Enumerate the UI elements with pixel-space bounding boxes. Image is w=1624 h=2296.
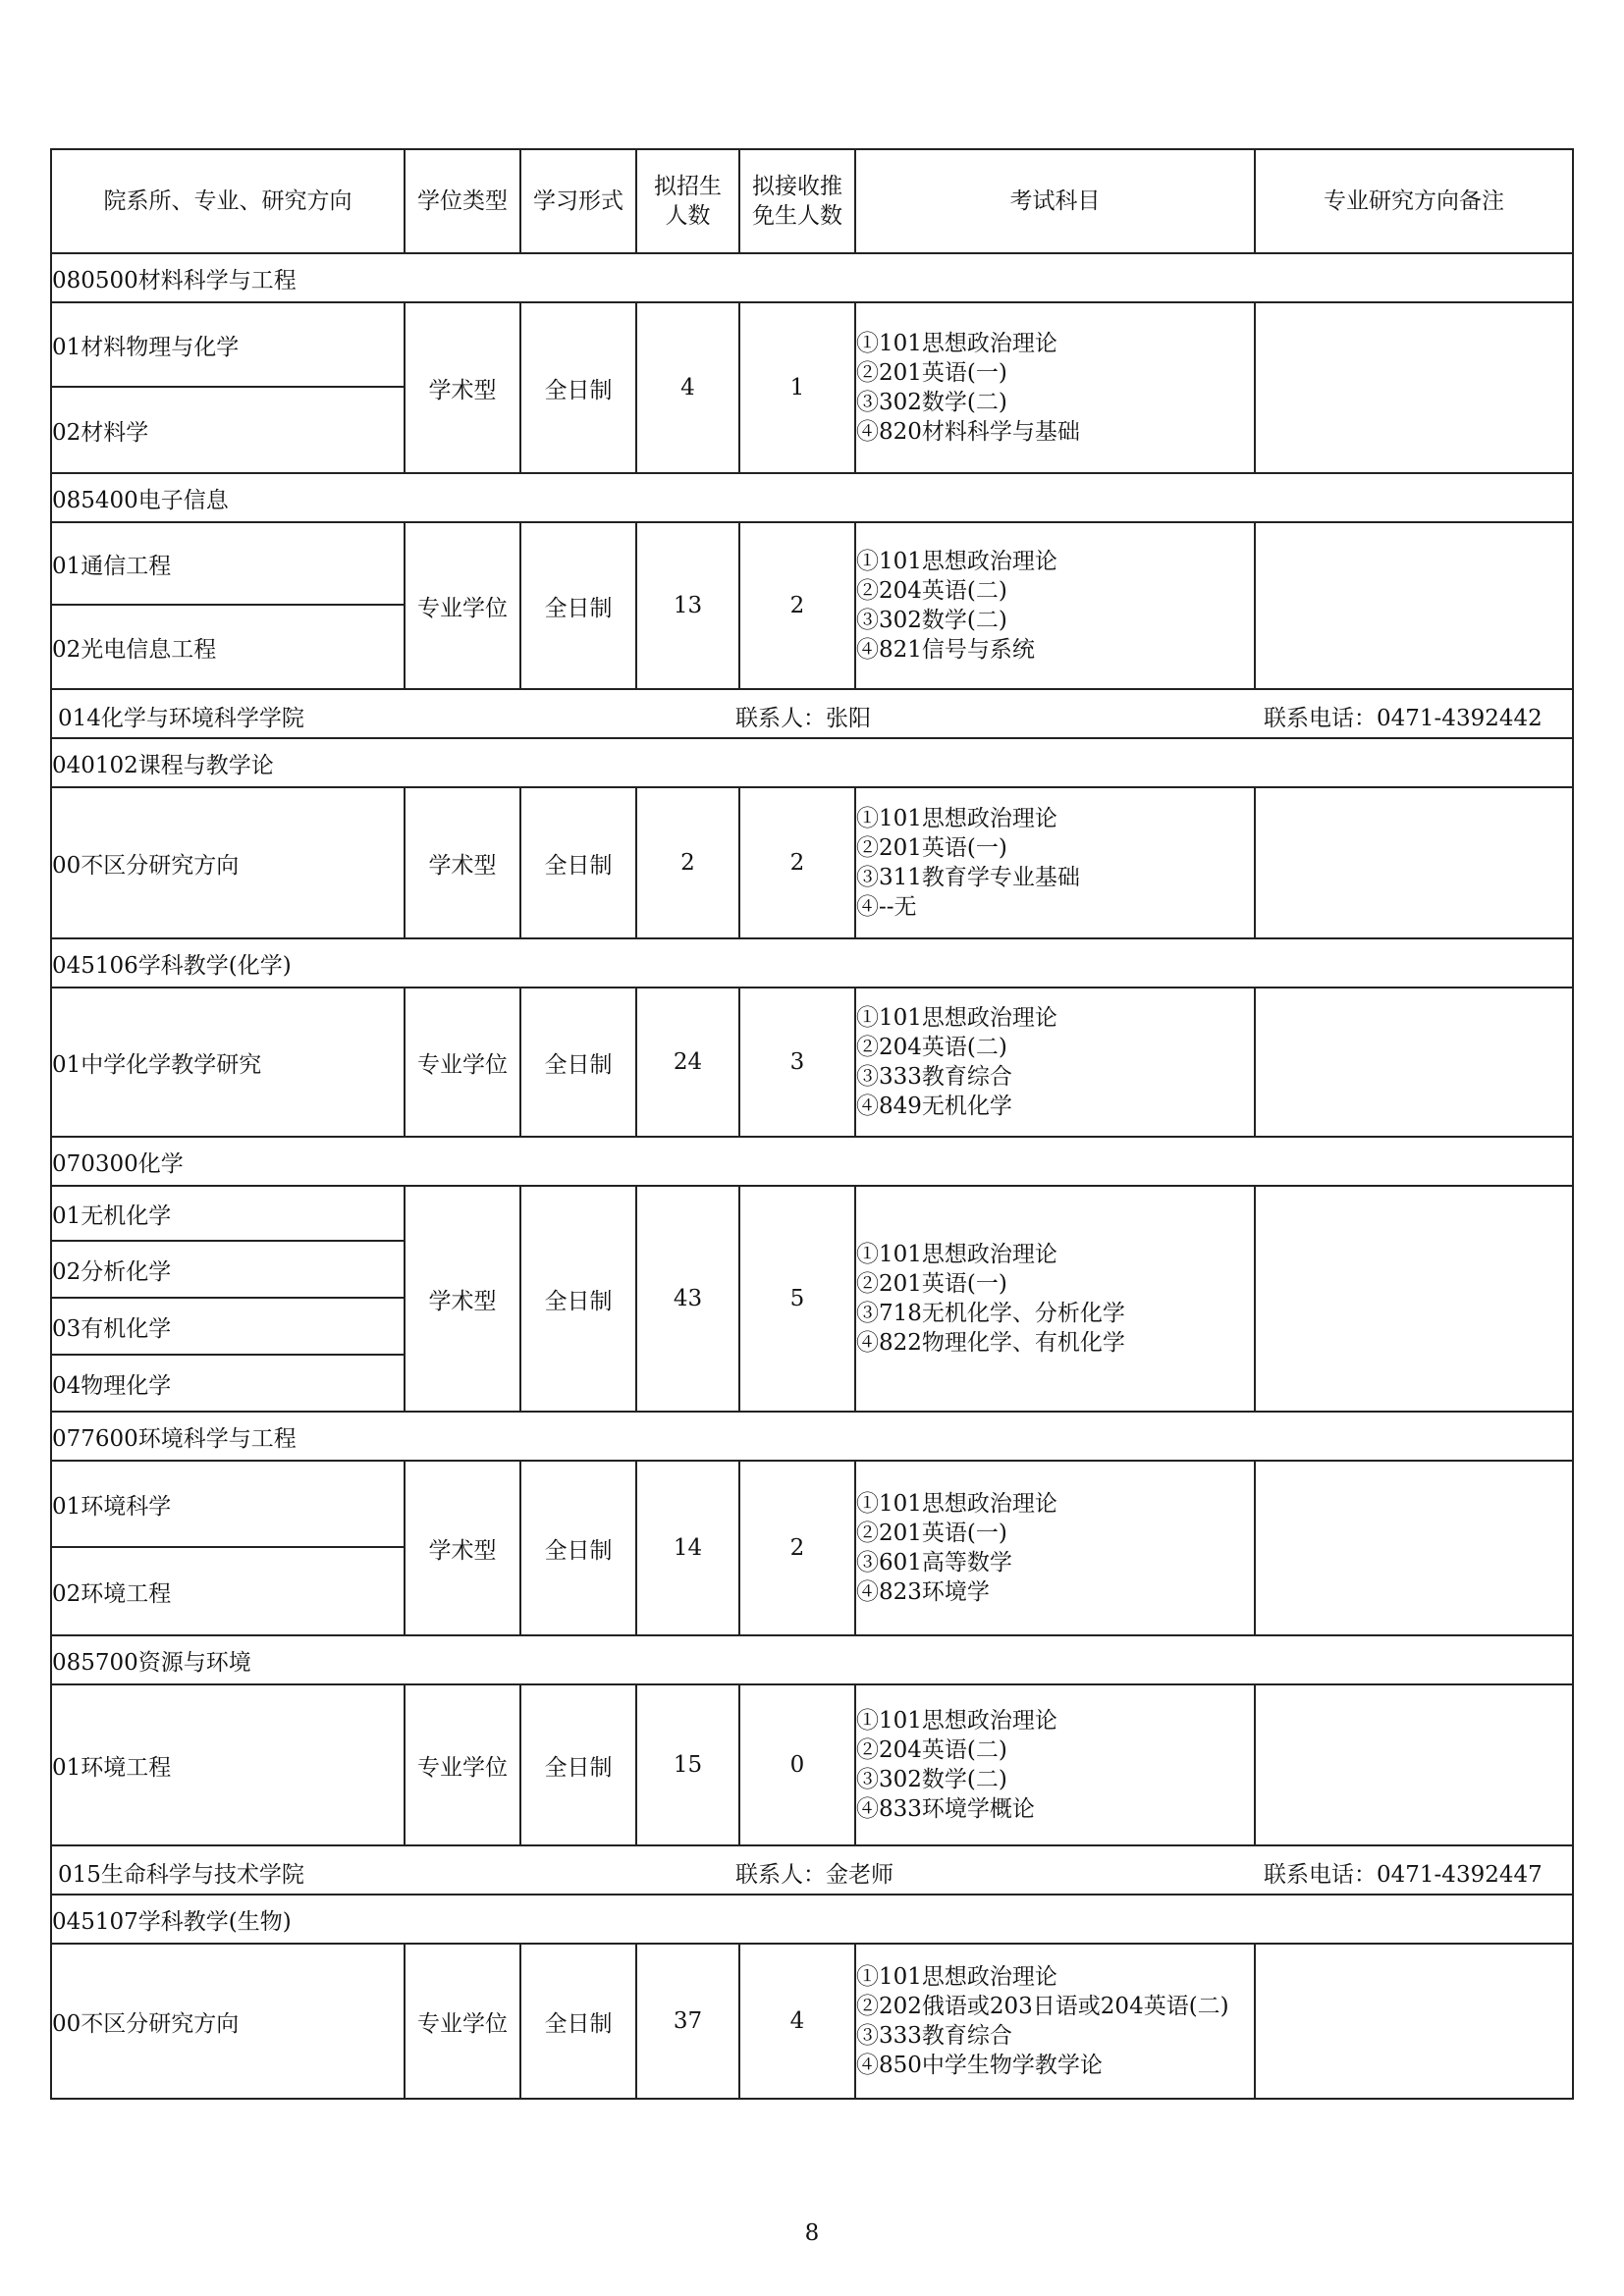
exam-subject-line: ④849无机化学 <box>856 1094 1012 1119</box>
study-form-cell: 全日制 <box>520 787 636 938</box>
page-number: 8 <box>804 2220 820 2246</box>
department-contact: 联系人：金老师 <box>735 1862 893 1888</box>
exam-subject-line: ④820材料科学与基础 <box>856 419 1080 445</box>
exam-subject-line: ②201英语(一) <box>856 835 1007 861</box>
exam-subjects-cell <box>855 988 1255 1137</box>
department-cell <box>51 689 1573 738</box>
remarks-cell <box>1255 1186 1573 1412</box>
table-body-a <box>51 253 1573 689</box>
direction-row <box>51 988 1573 1137</box>
direction-row <box>51 302 1573 387</box>
table-body-c <box>51 1845 1573 2099</box>
direction-name: 01材料物理与化学 <box>51 302 405 387</box>
header-enroll-line1: 拟招生 <box>654 174 722 199</box>
section-row <box>51 1635 1573 1684</box>
degree-type-cell: 专业学位 <box>405 1684 520 1845</box>
degree-type-cell: 学术型 <box>405 1186 520 1412</box>
direction-name: 04物理化学 <box>51 1355 405 1412</box>
direction-name: 02光电信息工程 <box>51 605 405 689</box>
enroll-count-cell: 2 <box>636 787 739 938</box>
degree-type-cell: 学术型 <box>405 1461 520 1635</box>
department-row <box>51 1845 1573 1895</box>
exam-subject-line: ④823环境学 <box>856 1579 990 1605</box>
degree-type-cell: 专业学位 <box>405 988 520 1137</box>
section-title: 045106学科教学(化学) <box>51 938 1573 988</box>
exam-subject-line: ②204英语(二) <box>856 1737 1007 1763</box>
degree-type-cell: 专业学位 <box>405 1944 520 2099</box>
study-form-cell: 全日制 <box>520 522 636 689</box>
remarks-cell <box>1255 787 1573 938</box>
exempt-count-cell: 0 <box>739 1684 855 1845</box>
exam-subject-line: ②201英语(一) <box>856 1271 1007 1297</box>
header-row <box>51 149 1573 253</box>
remarks-cell <box>1255 302 1573 473</box>
direction-name: 03有机化学 <box>51 1298 405 1355</box>
remarks-cell <box>1255 1684 1573 1845</box>
section-row <box>51 1895 1573 1944</box>
enroll-count-cell: 14 <box>636 1461 739 1635</box>
exam-subject-line: ①101思想政治理论 <box>856 331 1057 356</box>
exam-subject-line: ①101思想政治理论 <box>856 1708 1057 1734</box>
exam-subject-line: ③601高等数学 <box>856 1550 1012 1575</box>
study-form-cell: 全日制 <box>520 302 636 473</box>
exam-subject-line: ④822物理化学、有机化学 <box>856 1330 1125 1356</box>
exempt-count-cell: 2 <box>739 522 855 689</box>
exam-subject-line: ②202俄语或203日语或204英语(二) <box>856 1994 1229 2019</box>
section-row <box>51 473 1573 522</box>
remarks-cell <box>1255 522 1573 689</box>
exempt-count-cell: 1 <box>739 302 855 473</box>
enroll-count-cell: 15 <box>636 1684 739 1845</box>
section-row <box>51 1137 1573 1186</box>
exam-subject-line: ①101思想政治理论 <box>856 1491 1057 1517</box>
exam-subject-line: ②204英语(二) <box>856 578 1007 604</box>
exam-subject-line: ①101思想政治理论 <box>856 1005 1057 1031</box>
remarks-cell <box>1255 1944 1573 2099</box>
direction-row <box>51 1944 1573 2099</box>
enroll-count-cell: 43 <box>636 1186 739 1412</box>
degree-type-cell: 专业学位 <box>405 522 520 689</box>
header-exempt-line1: 拟接收推 <box>752 174 842 199</box>
direction-name: 01环境工程 <box>51 1684 405 1845</box>
exam-subjects-cell <box>855 787 1255 938</box>
remarks-cell <box>1255 988 1573 1137</box>
exam-subject-line: ②201英语(一) <box>856 360 1007 386</box>
section-title: 085400电子信息 <box>51 473 1573 522</box>
direction-row <box>51 1684 1573 1845</box>
exam-subject-line: ③302数学(二) <box>856 390 1007 415</box>
exam-subject-line: ③333教育综合 <box>856 2023 1012 2049</box>
study-form-cell: 全日制 <box>520 1461 636 1635</box>
header-study-form: 学习形式 <box>520 149 636 253</box>
enroll-count-cell: 4 <box>636 302 739 473</box>
exam-subjects-cell <box>855 1684 1255 1845</box>
header-degree-type: 学位类型 <box>405 149 520 253</box>
direction-name: 02分析化学 <box>51 1241 405 1298</box>
header-subjects: 考试科目 <box>855 149 1255 253</box>
exam-subject-line: ②201英语(一) <box>856 1521 1007 1546</box>
direction-name: 01中学化学教学研究 <box>51 988 405 1137</box>
direction-row <box>51 787 1573 938</box>
department-name: 014化学与环境科学学院 <box>58 706 304 731</box>
department-phone: 联系电话：0471-4392447 <box>1264 1862 1543 1888</box>
exam-subjects-cell <box>855 302 1255 473</box>
department-phone: 联系电话：0471-4392442 <box>1264 706 1543 731</box>
department-line <box>58 1846 1572 1894</box>
section-row <box>51 738 1573 787</box>
exempt-count-cell: 2 <box>739 787 855 938</box>
department-contact: 联系人：张阳 <box>735 706 871 731</box>
direction-name: 00不区分研究方向 <box>51 787 405 938</box>
section-row <box>51 1412 1573 1461</box>
direction-name: 02环境工程 <box>51 1547 405 1635</box>
section-title: 045107学科教学(生物) <box>51 1895 1573 1944</box>
exempt-count-cell: 5 <box>739 1186 855 1412</box>
exam-subject-line: ③302数学(二) <box>856 1767 1007 1792</box>
exempt-count-cell: 4 <box>739 1944 855 2099</box>
exam-subjects-cell <box>855 1461 1255 1635</box>
department-name: 015生命科学与技术学院 <box>58 1862 304 1888</box>
degree-type-cell: 学术型 <box>405 302 520 473</box>
exam-subject-line: ③311教育学专业基础 <box>856 865 1080 890</box>
header-exempt <box>739 149 855 253</box>
direction-name: 02材料学 <box>51 387 405 473</box>
header-dept: 院系所、专业、研究方向 <box>51 149 405 253</box>
exam-subject-line: ③718无机化学、分析化学 <box>856 1301 1125 1326</box>
exam-subjects-cell <box>855 1944 1255 2099</box>
exam-subject-line: ②204英语(二) <box>856 1035 1007 1060</box>
direction-row <box>51 1186 1573 1241</box>
exam-subject-line: ①101思想政治理论 <box>856 1242 1057 1267</box>
exam-subject-line: ④833环境学概论 <box>856 1796 1035 1822</box>
exempt-count-cell: 3 <box>739 988 855 1137</box>
section-title: 040102课程与教学论 <box>51 738 1573 787</box>
direction-name: 01通信工程 <box>51 522 405 605</box>
exam-subject-line: ④850中学生物学教学论 <box>856 2053 1103 2078</box>
study-form-cell: 全日制 <box>520 1684 636 1845</box>
section-title: 070300化学 <box>51 1137 1573 1186</box>
study-form-cell: 全日制 <box>520 988 636 1137</box>
table-body-b <box>51 689 1573 1845</box>
exam-subject-line: ④--无 <box>856 894 917 920</box>
catalog-table <box>50 148 1574 2100</box>
exam-subject-line: ③333教育综合 <box>856 1064 1012 1090</box>
section-row <box>51 938 1573 988</box>
exam-subject-line: ④821信号与系统 <box>856 637 1035 663</box>
department-row <box>51 689 1573 738</box>
section-title: 080500材料科学与工程 <box>51 253 1573 302</box>
exam-subject-line: ①101思想政治理论 <box>856 549 1057 574</box>
degree-type-cell: 学术型 <box>405 787 520 938</box>
section-row <box>51 253 1573 302</box>
remarks-cell <box>1255 1461 1573 1635</box>
enroll-count-cell: 13 <box>636 522 739 689</box>
study-form-cell: 全日制 <box>520 1186 636 1412</box>
department-cell <box>51 1845 1573 1895</box>
direction-name: 01无机化学 <box>51 1186 405 1241</box>
section-title: 077600环境科学与工程 <box>51 1412 1573 1461</box>
department-line <box>58 690 1572 737</box>
header-enroll <box>636 149 739 253</box>
direction-row <box>51 522 1573 605</box>
section-title: 085700资源与环境 <box>51 1635 1573 1684</box>
header-remarks: 专业研究方向备注 <box>1255 149 1573 253</box>
exempt-count-cell: 2 <box>739 1461 855 1635</box>
exam-subject-line: ①101思想政治理论 <box>856 1964 1057 1990</box>
direction-name: 01环境科学 <box>51 1461 405 1547</box>
direction-row <box>51 1461 1573 1547</box>
study-form-cell: 全日制 <box>520 1944 636 2099</box>
enroll-count-cell: 24 <box>636 988 739 1137</box>
enroll-count-cell: 37 <box>636 1944 739 2099</box>
header-enroll-line2: 人数 <box>665 203 711 229</box>
exam-subject-line: ③302数学(二) <box>856 608 1007 633</box>
exam-subject-line: ①101思想政治理论 <box>856 806 1057 831</box>
direction-name: 00不区分研究方向 <box>51 1944 405 2099</box>
exam-subjects-cell <box>855 1186 1255 1412</box>
header-exempt-line2: 免生人数 <box>752 203 842 229</box>
exam-subjects-cell <box>855 522 1255 689</box>
